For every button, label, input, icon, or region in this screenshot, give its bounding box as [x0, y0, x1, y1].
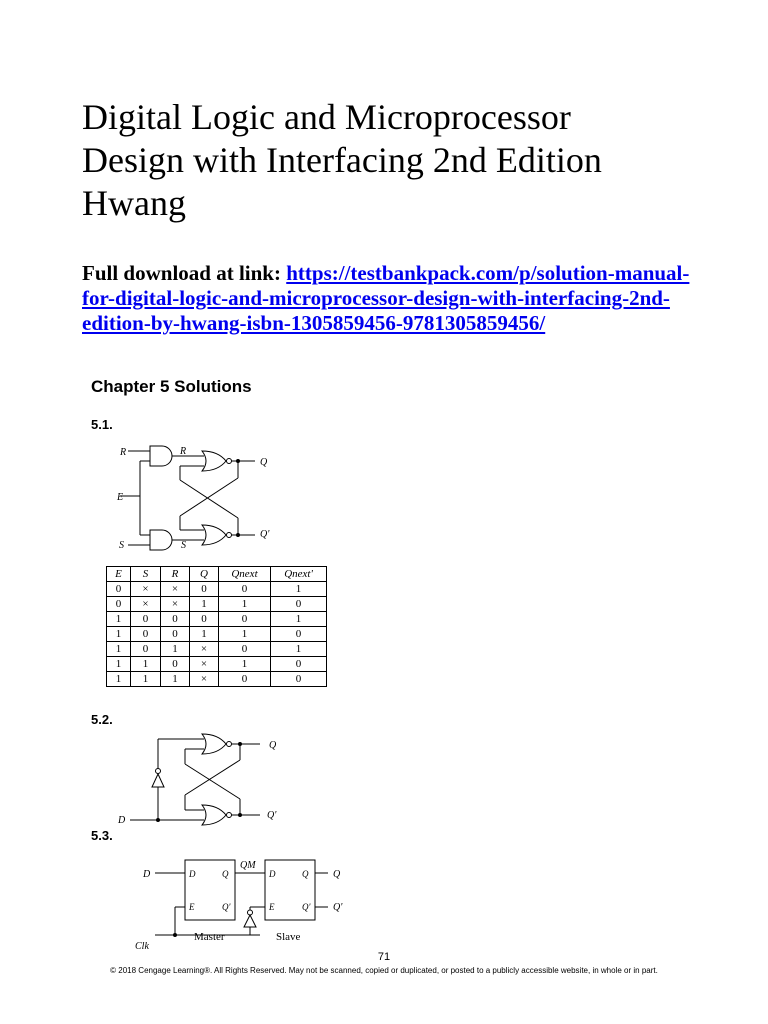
nor-gate-bottom-bubble [227, 533, 232, 538]
master-label-d: D [189, 869, 196, 879]
label-d-input: D [143, 869, 151, 880]
table-cell: 1 [271, 612, 327, 627]
label-qprime-output: Q' [333, 902, 343, 913]
slave-label-e: E [269, 902, 275, 912]
table-cell: 0 [219, 612, 271, 627]
header-r: R [161, 567, 190, 582]
nor-gate-top [202, 734, 226, 754]
label-q-output: Q [260, 457, 268, 468]
table-cell: × [190, 657, 219, 672]
table-cell: 1 [190, 597, 219, 612]
download-label: Full download at link: [82, 261, 287, 285]
header-qnext-prime: Qnext' [271, 567, 327, 582]
table-cell: 1 [271, 582, 327, 597]
table-row [107, 582, 327, 597]
master-caption: Master [194, 931, 225, 943]
table-row [107, 642, 327, 657]
copyright-notice: © 2018 Cengage Learning®. All Rights Reserved. May not be scanned, copied or duplicated, or posted to a publicly accessible website, in whole or in part. [110, 966, 658, 975]
table-cell: 1 [131, 657, 161, 672]
table-cell: 0 [131, 642, 161, 657]
table-cell: 0 [190, 612, 219, 627]
table-row [107, 597, 327, 612]
label-q-output: Q [333, 869, 341, 880]
chapter-heading: Chapter 5 Solutions [91, 377, 252, 396]
nor-gate-bottom [202, 805, 226, 825]
download-link-part-3[interactable]: edition-by-hwang-isbn-1305859456-9781305859456/ [82, 311, 546, 335]
table-row [107, 657, 327, 672]
table-cell: 1 [107, 672, 131, 687]
label-d-input: D [118, 815, 126, 826]
problem-5-1-number: 5.1. [91, 417, 113, 432]
table-cell: 0 [190, 582, 219, 597]
slave-label-qprime: Q' [302, 902, 311, 912]
table-cell: × [190, 642, 219, 657]
and-gate-bottom [150, 530, 172, 550]
table-cell: 0 [219, 582, 271, 597]
slave-label-d: D [269, 869, 276, 879]
table-cell: × [190, 672, 219, 687]
table-cell: × [131, 582, 161, 597]
label-q-output: Q [269, 740, 277, 751]
problem-5-2-number: 5.2. [91, 712, 113, 727]
header-qnext: Qnext [219, 567, 271, 582]
page-number: 71 [377, 951, 391, 963]
nor-gate-top-bubble [227, 459, 232, 464]
header-q: Q [190, 567, 219, 582]
table-cell: 0 [161, 627, 190, 642]
truth-table [106, 566, 327, 687]
table-cell: 0 [161, 612, 190, 627]
table-cell: 1 [107, 657, 131, 672]
table-row [107, 612, 327, 627]
table-cell: 1 [219, 657, 271, 672]
table-cell: 1 [161, 642, 190, 657]
download-line-3 [82, 311, 722, 336]
table-cell: 0 [271, 627, 327, 642]
slave-label-q: Q [302, 869, 309, 879]
circuit-5-3-diagram [130, 852, 370, 952]
slave-caption: Slave [276, 931, 301, 943]
table-cell: 1 [161, 672, 190, 687]
table-row [107, 672, 327, 687]
table-cell: 0 [271, 597, 327, 612]
table-cell: 0 [219, 672, 271, 687]
master-label-qprime: Q' [222, 902, 231, 912]
nor-gate-top [202, 451, 226, 471]
table-cell: 0 [271, 672, 327, 687]
table-cell: 1 [131, 672, 161, 687]
problem-5-3-number: 5.3. [91, 828, 113, 843]
download-line-1 [82, 261, 722, 286]
truth-table-header-row [107, 567, 327, 582]
clock-inverter [244, 915, 256, 927]
label-clk-input: Clk [135, 941, 149, 952]
table-cell: 1 [219, 597, 271, 612]
table-cell: × [161, 597, 190, 612]
inverter [152, 774, 164, 787]
download-link-part-1[interactable]: https://testbankpack.com/p/solution-manual- [286, 261, 690, 285]
table-cell: 1 [271, 642, 327, 657]
download-paragraph [82, 261, 722, 336]
master-label-q: Q [222, 869, 229, 879]
label-e-input: E [117, 492, 124, 503]
title-line-3: Hwang [82, 183, 186, 223]
table-cell: 0 [131, 612, 161, 627]
table-cell: 0 [107, 582, 131, 597]
nor-gate-bottom [202, 525, 226, 545]
title-line-1: Digital Logic and Microprocessor [82, 97, 571, 137]
header-e: E [107, 567, 131, 582]
table-cell: × [161, 582, 190, 597]
title-line-2: Design with Interfacing 2nd Edition [82, 140, 602, 180]
label-qm: QM [240, 860, 256, 871]
label-qprime-output: Q' [260, 529, 270, 540]
table-cell: 0 [107, 597, 131, 612]
and-gate-top [150, 446, 172, 466]
table-cell: 0 [161, 657, 190, 672]
table-cell: 1 [107, 612, 131, 627]
label-s-input: S [119, 540, 124, 551]
table-row [107, 627, 327, 642]
label-s-gate: S [181, 540, 186, 551]
header-s: S [131, 567, 161, 582]
document-title [82, 96, 722, 225]
circuit-5-1-diagram [110, 438, 300, 558]
label-r-input: R [120, 447, 127, 458]
table-cell: 1 [107, 642, 131, 657]
download-link-part-2[interactable]: for-digital-logic-and-microprocessor-design-with-interfacing-2nd- [82, 286, 670, 310]
table-cell: 1 [107, 627, 131, 642]
download-line-2 [82, 286, 722, 311]
label-qprime-output: Q' [267, 810, 277, 821]
table-cell: 0 [131, 627, 161, 642]
master-label-e: E [189, 902, 195, 912]
table-cell: 1 [190, 627, 219, 642]
table-cell: 1 [219, 627, 271, 642]
table-cell: × [131, 597, 161, 612]
table-cell: 0 [271, 657, 327, 672]
table-cell: 0 [219, 642, 271, 657]
label-r-gate: R [180, 446, 187, 457]
circuit-5-2-diagram [110, 730, 300, 830]
